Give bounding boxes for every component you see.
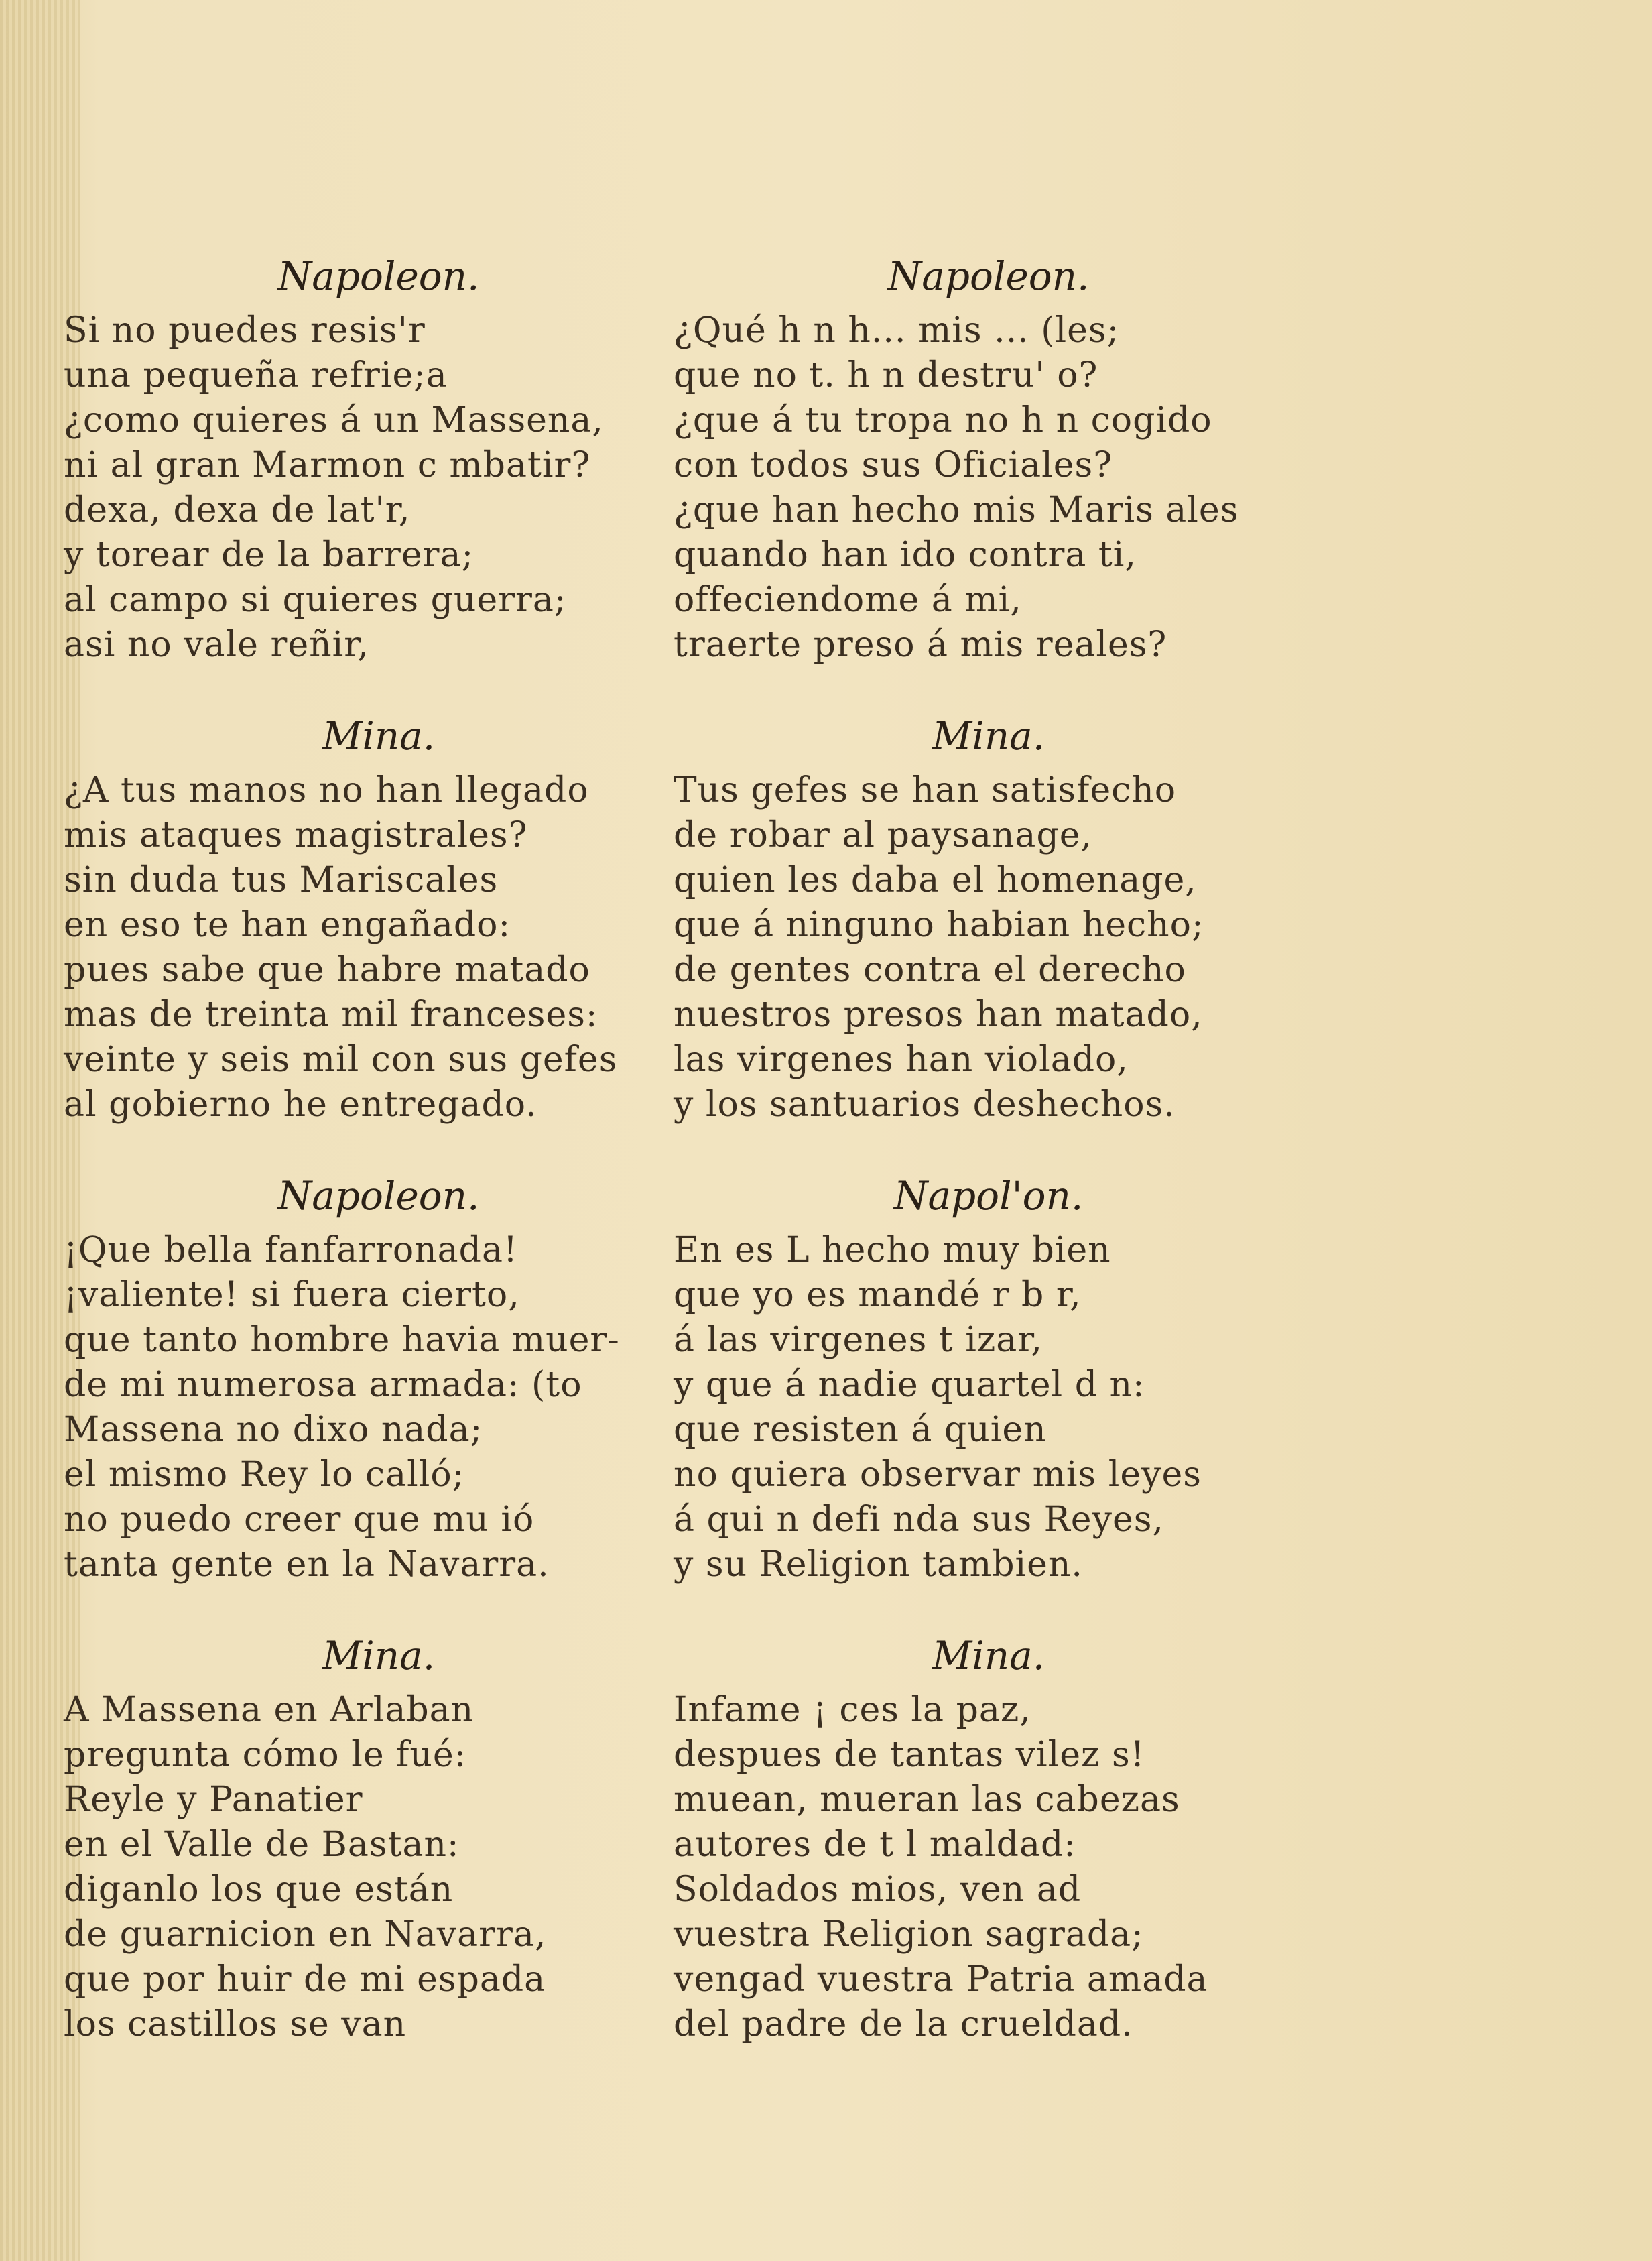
verse-line: de mi numerosa armada: (to <box>64 1365 582 1405</box>
verse-line: de gentes contra el derecho <box>674 950 1186 990</box>
speaker-name: Mina. <box>932 1633 1045 1678</box>
verse-line: con todos sus Oficiales? <box>674 445 1113 485</box>
verse-line: ¡valiente! si fuera cierto, <box>64 1275 520 1315</box>
verse-line: En es L hecho muy bien <box>674 1230 1111 1270</box>
verse-line: Infame ¡ ces la paz, <box>674 1690 1031 1730</box>
verse-line: en eso te han engañado: <box>64 905 511 945</box>
verse-line: y su Religion tambien. <box>674 1544 1083 1585</box>
verse-line: que yo es mandé r b r, <box>674 1275 1082 1315</box>
verse-line: que resisten á quien <box>674 1410 1047 1450</box>
verse-line: mas de treinta mil franceses: <box>64 995 598 1035</box>
speaker-name: Napoleon. <box>277 1173 480 1219</box>
speaker-name: Napoleon. <box>277 253 480 299</box>
verse-line: ¿como quieres á un Massena, <box>64 400 604 440</box>
stanza <box>64 1168 694 1587</box>
verse-line: asi no vale reñir, <box>64 625 369 665</box>
verse-line: offeciendome á mi, <box>674 580 1022 620</box>
verse-line: á qui n defi nda sus Reyes, <box>674 1500 1164 1540</box>
verse-line: Reyle y Panatier <box>64 1780 363 1820</box>
verse-line: del padre de la crueldad. <box>674 2004 1133 2044</box>
verse-line: los castillos se van <box>64 2004 407 2044</box>
verse-line: ni al gran Marmon c mbatir? <box>64 445 591 485</box>
verse-line: mis ataques magistrales? <box>64 815 528 855</box>
verse-line: y que á nadie quartel d n: <box>674 1365 1145 1405</box>
verse-line: una pequeña refrie;a <box>64 355 448 395</box>
verse-line: que no t. h n destru' o? <box>674 355 1098 395</box>
verse-line: ¿A tus manos no han llegado <box>64 770 589 810</box>
verse-line: las virgenes han violado, <box>674 1040 1129 1080</box>
verse-line: traerte preso á mis reales? <box>674 625 1167 665</box>
verse-line: dexa, dexa de lat'r, <box>64 490 411 530</box>
verse-line: muean, mueran las cabezas <box>674 1780 1180 1820</box>
verse-line: nuestros presos han matado, <box>674 995 1203 1035</box>
verse-line: Massena no dixo nada; <box>64 1410 483 1450</box>
stanza <box>64 708 694 1127</box>
verse-line: veinte y seis mil con sus gefes <box>64 1040 618 1080</box>
verse-line: vengad vuestra Patria amada <box>674 1959 1208 2000</box>
verse-line: A Massena en Arlaban <box>64 1690 474 1730</box>
verse-line: ¡Que bella fanfarronada! <box>64 1230 518 1270</box>
verse-line: que tanto hombre havia muer- <box>64 1320 620 1360</box>
verse-line: al gobierno he entregado. <box>64 1085 537 1125</box>
verse-line: autores de t l maldad: <box>674 1825 1076 1865</box>
stanza <box>674 248 1304 668</box>
verse-line: ¿que han hecho mis Maris ales <box>674 490 1239 530</box>
speaker-name: Mina. <box>322 713 436 759</box>
stanza <box>674 708 1304 1127</box>
verse-line: en el Valle de Bastan: <box>64 1825 460 1865</box>
verse-line: de guarnicion en Navarra, <box>64 1914 547 1955</box>
speaker-name: Mina. <box>932 713 1045 759</box>
left-column <box>64 248 694 2087</box>
verse-line: pues sabe que habre matado <box>64 950 590 990</box>
speaker-name: Napoleon. <box>887 253 1090 299</box>
stanza <box>674 1628 1304 2047</box>
stanza <box>674 1168 1304 1587</box>
verse-line: vuestra Religion sagrada; <box>674 1914 1144 1955</box>
right-column <box>674 248 1304 2087</box>
verse-line: y torear de la barrera; <box>64 535 474 575</box>
verse-line: no puedo creer que mu ió <box>64 1500 535 1540</box>
verse-line: ¿que á tu tropa no h n cogido <box>674 400 1212 440</box>
verse-line: que por huir de mi espada <box>64 1959 546 2000</box>
verse-line: que á ninguno habian hecho; <box>674 905 1204 945</box>
verse-line: diganlo los que están <box>64 1870 454 1910</box>
speaker-name: Mina. <box>322 1633 436 1678</box>
speaker-name: Napol'on. <box>893 1173 1084 1219</box>
stanza <box>64 1628 694 2047</box>
verse-line: á las virgenes t izar, <box>674 1320 1043 1360</box>
verse-line: tanta gente en la Navarra. <box>64 1544 550 1585</box>
verse-line: pregunta cómo le fué: <box>64 1735 467 1775</box>
verse-line: Si no puedes resis'r <box>64 310 426 351</box>
verse-line: ¿Qué h n h... mis ... (les; <box>674 310 1120 351</box>
verse-line: y los santuarios deshechos. <box>674 1085 1176 1125</box>
verse-line: sin duda tus Mariscales <box>64 860 499 900</box>
verse-line: despues de tantas vilez s! <box>674 1735 1145 1775</box>
verse-line: Tus gefes se han satisfecho <box>674 770 1177 810</box>
verse-line: quando han ido contra ti, <box>674 535 1137 575</box>
verse-line: el mismo Rey lo calló; <box>64 1455 465 1495</box>
verse-line: de robar al paysanage, <box>674 815 1093 855</box>
verse-line: al campo si quieres guerra; <box>64 580 567 620</box>
verse-line: no quiera observar mis leyes <box>674 1455 1202 1495</box>
stanza <box>64 248 694 668</box>
verse-line: Soldados mios, ven ad <box>674 1870 1082 1910</box>
verse-line: quien les daba el homenage, <box>674 860 1197 900</box>
